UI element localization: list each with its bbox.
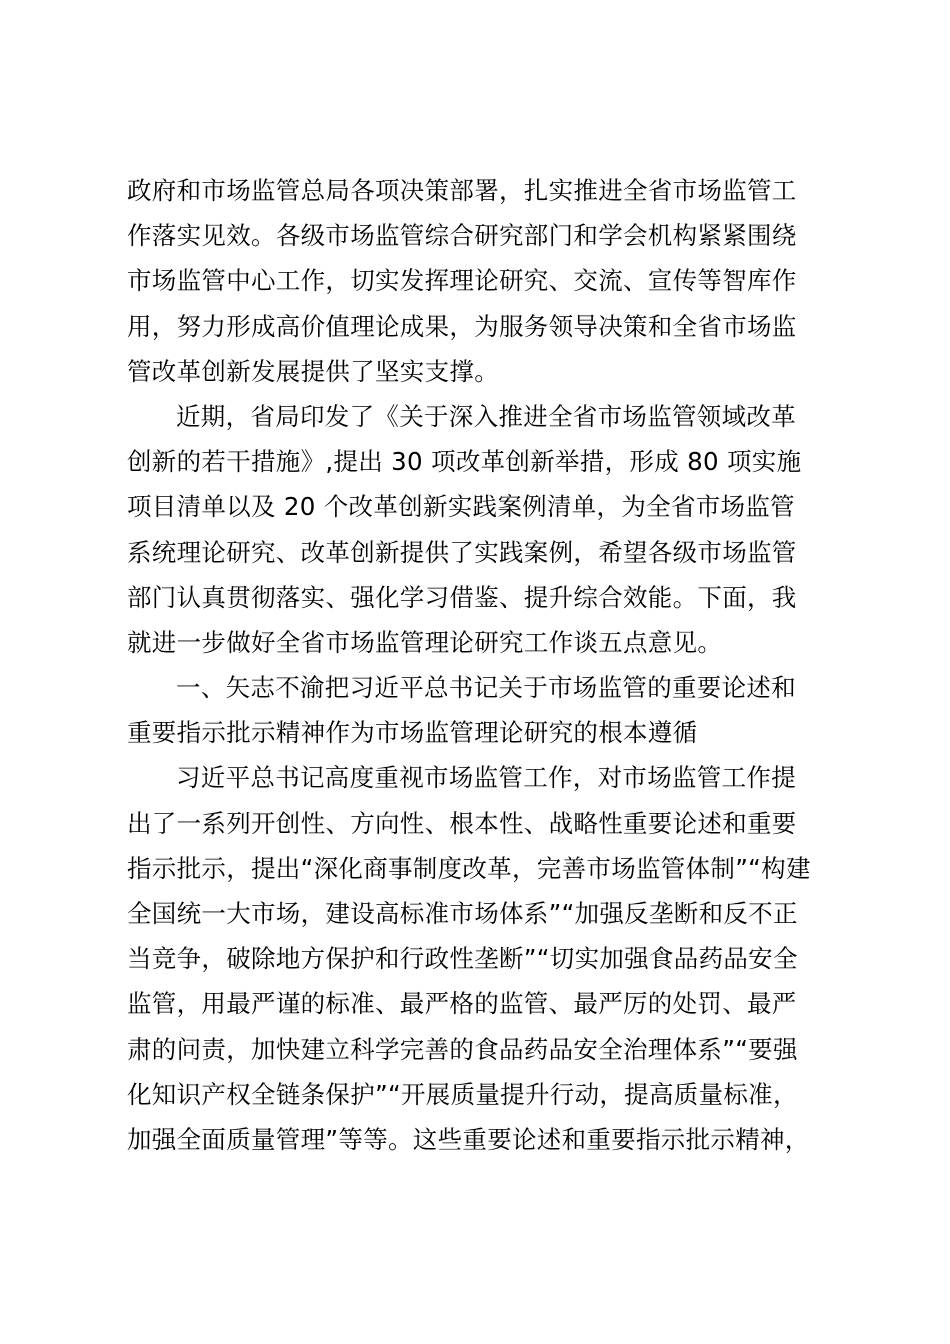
paragraph-first-line: 习近平总书记高度重视市场监管工作，对市场监管工作提: [176, 763, 796, 793]
section-heading-line: 重要指示批示精神作为市场监管理论研究的根本遵循: [127, 718, 698, 748]
text-line: 部门认真贯彻落实、强化学习借鉴、提升综合效能。下面，我: [127, 582, 797, 612]
text-line: 当竞争，破除地方保护和行政性垄断”“切实加强食品药品安全: [127, 944, 798, 974]
text-line: 市场监管中心工作，切实发挥理论研究、交流、宣传等智库作: [127, 266, 797, 296]
body-text: [127, 168, 839, 1162]
text-line: 化知识产权全链条保护”“开展质量提升行动，提高质量标准，: [127, 1079, 798, 1109]
text-line: 全国统一大市场，建设高标准市场体系”“加强反垄断和反不正: [127, 899, 798, 928]
text-line: 加强全面质量管理”等等。这些重要论述和重要指示批示精神，: [127, 1124, 810, 1154]
text-line: 项目清单以及 20 个改革创新实践案例清单，为全省市场监管: [127, 492, 795, 522]
section-heading-line: 一、矢志不渝把习近平总书记关于市场监管的重要论述和: [176, 673, 796, 703]
text-line: 作落实见效。各级市场监管综合研究部门和学会机构紧紧围绕: [127, 221, 797, 251]
text-line: 监管，用最严谨的标准、最严格的监管、最严厉的处罚、最严: [127, 989, 797, 1019]
text-line: 肃的问责，加快建立科学完善的食品药品安全治理体系”“要强: [127, 1034, 798, 1064]
text-line: 创新的若干措施》,提出 30 项改革创新举措，形成 80 项实施: [127, 447, 802, 477]
text-line: 用，努力形成高价值理论成果，为服务领导决策和全省市场监: [127, 311, 797, 341]
text-line: 系统理论研究、改革创新提供了实践案例，希望各级市场监管: [127, 537, 797, 567]
text-line: 出了一系列开创性、方向性、根本性、战略性重要论述和重要: [127, 808, 797, 838]
text-line: 管改革创新发展提供了坚实支撑。: [127, 356, 499, 386]
text-line: 政府和市场监管总局各项决策部署，扎实推进全省市场监管工: [127, 176, 797, 205]
text-line: 就进一步做好全省市场监管理论研究工作谈五点意见。: [127, 627, 723, 657]
paragraph-first-line: 近期，省局印发了《关于深入推进全省市场监管领域改革: [176, 401, 796, 431]
text-line: 指示批示，提出“深化商事制度改革，完善市场监管体制”“构建: [127, 853, 811, 883]
